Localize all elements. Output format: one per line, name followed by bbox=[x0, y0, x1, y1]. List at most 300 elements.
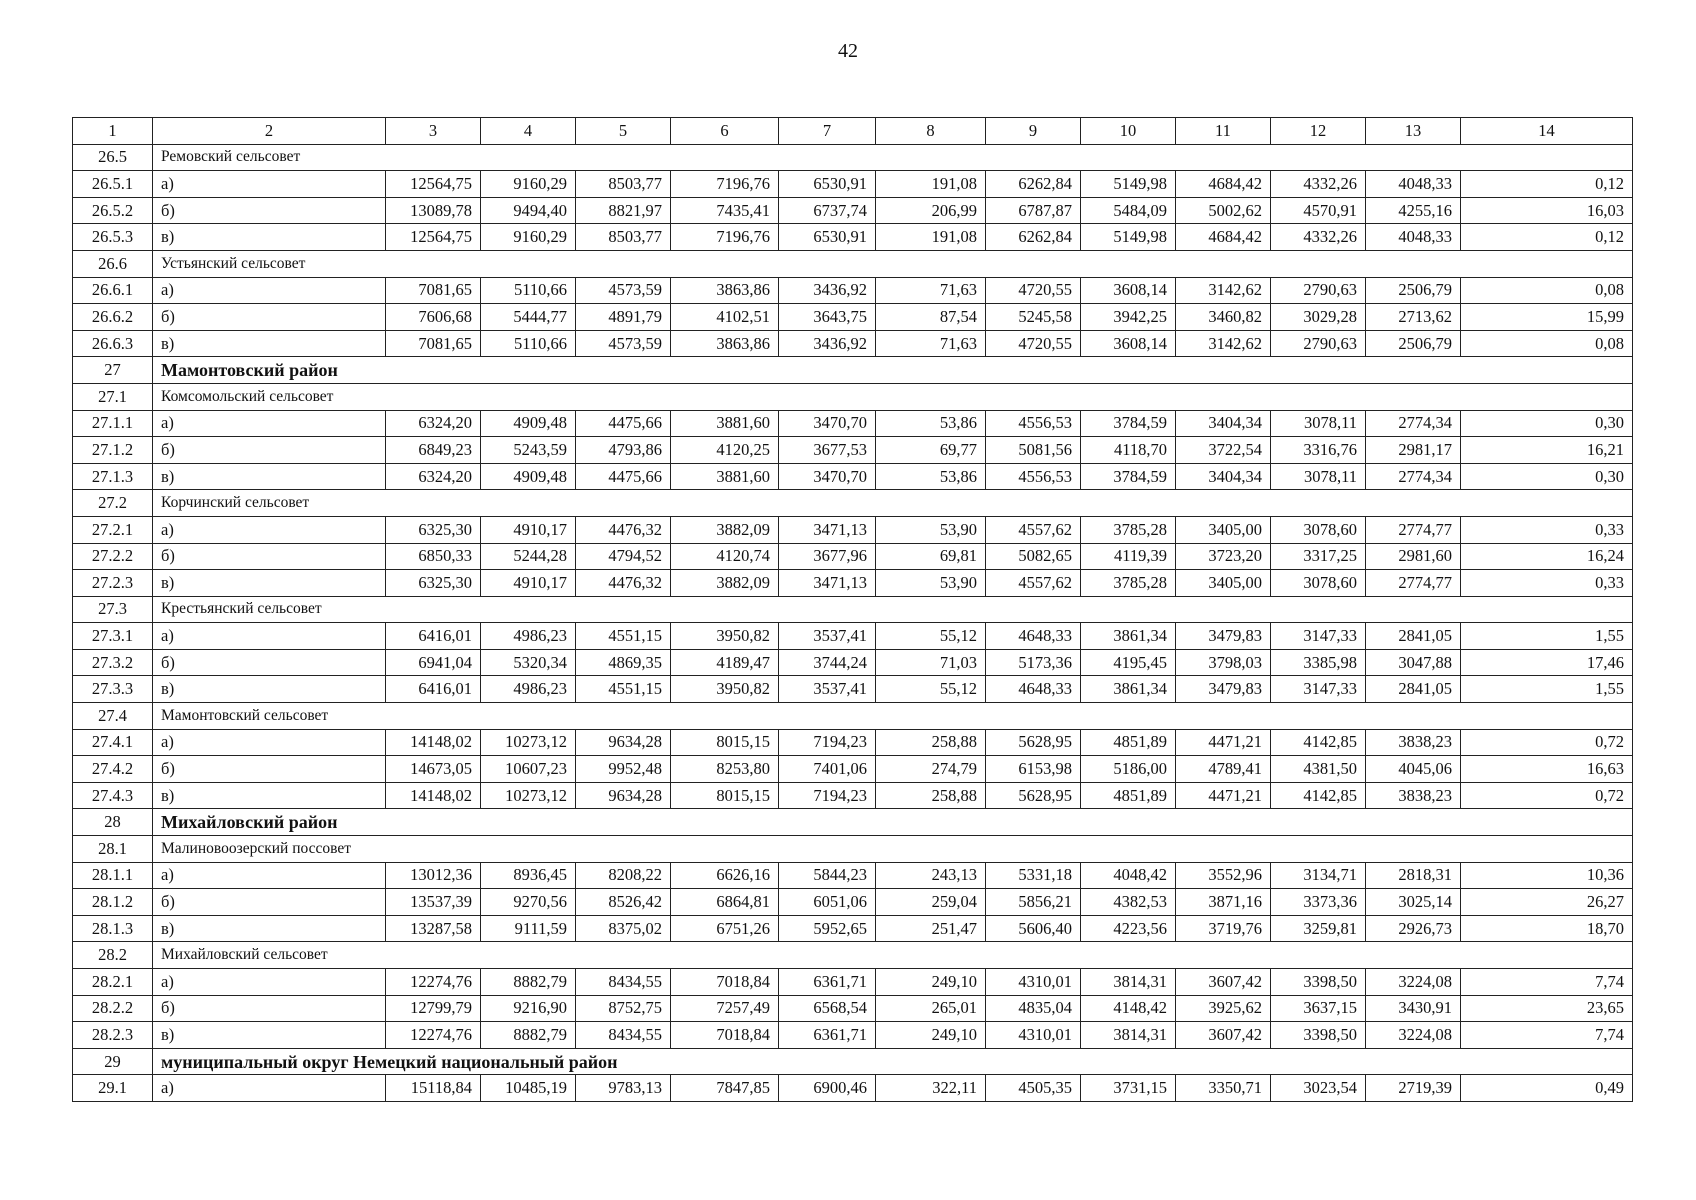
value-cell: 9783,13 bbox=[576, 1075, 671, 1102]
row-code: 27.2.1 bbox=[73, 516, 153, 543]
value-cell: 5952,65 bbox=[779, 915, 876, 942]
value-cell: 5149,98 bbox=[1081, 171, 1176, 198]
value-cell: 2506,79 bbox=[1366, 330, 1461, 357]
value-cell: 258,88 bbox=[876, 782, 986, 809]
value-cell: 265,01 bbox=[876, 995, 986, 1022]
value-cell: 6262,84 bbox=[986, 171, 1081, 198]
row-label: а) bbox=[153, 969, 386, 996]
value-cell: 5628,95 bbox=[986, 729, 1081, 756]
value-cell: 322,11 bbox=[876, 1075, 986, 1102]
value-cell: 206,99 bbox=[876, 197, 986, 224]
value-cell: 12274,76 bbox=[386, 969, 481, 996]
value-cell: 9270,56 bbox=[481, 889, 576, 916]
value-cell: 6153,98 bbox=[986, 756, 1081, 783]
value-cell: 3863,86 bbox=[671, 277, 779, 304]
table-row bbox=[73, 277, 1633, 304]
value-cell: 4556,53 bbox=[986, 463, 1081, 490]
value-cell: 3460,82 bbox=[1176, 304, 1271, 331]
table-row bbox=[73, 304, 1633, 331]
value-cell: 87,54 bbox=[876, 304, 986, 331]
value-cell: 4891,79 bbox=[576, 304, 671, 331]
value-cell: 3147,33 bbox=[1271, 623, 1366, 650]
value-cell: 4310,01 bbox=[986, 1022, 1081, 1049]
value-cell: 4910,17 bbox=[481, 570, 576, 597]
row-code: 27.4 bbox=[73, 703, 153, 730]
row-code: 26.6 bbox=[73, 250, 153, 277]
value-cell: 12274,76 bbox=[386, 1022, 481, 1049]
value-cell: 9494,40 bbox=[481, 197, 576, 224]
value-cell: 251,47 bbox=[876, 915, 986, 942]
value-cell: 5856,21 bbox=[986, 889, 1081, 916]
row-label: в) bbox=[153, 676, 386, 703]
value-cell: 8752,75 bbox=[576, 995, 671, 1022]
value-cell: 7401,06 bbox=[779, 756, 876, 783]
value-cell: 7081,65 bbox=[386, 277, 481, 304]
row-label: а) bbox=[153, 1075, 386, 1102]
value-cell: 7194,23 bbox=[779, 729, 876, 756]
value-cell: 7018,84 bbox=[671, 969, 779, 996]
value-cell: 3731,15 bbox=[1081, 1075, 1176, 1102]
value-cell: 191,08 bbox=[876, 171, 986, 198]
value-cell: 3023,54 bbox=[1271, 1075, 1366, 1102]
value-cell: 6941,04 bbox=[386, 649, 481, 676]
value-cell: 9952,48 bbox=[576, 756, 671, 783]
value-cell: 2981,17 bbox=[1366, 437, 1461, 464]
row-label: в) bbox=[153, 915, 386, 942]
column-header: 6 bbox=[671, 118, 779, 145]
value-cell: 17,46 bbox=[1461, 649, 1633, 676]
value-cell: 15,99 bbox=[1461, 304, 1633, 331]
value-cell: 6787,87 bbox=[986, 197, 1081, 224]
value-cell: 7,74 bbox=[1461, 1022, 1633, 1049]
value-cell: 3608,14 bbox=[1081, 330, 1176, 357]
value-cell: 7196,76 bbox=[671, 224, 779, 251]
value-cell: 3398,50 bbox=[1271, 969, 1366, 996]
value-cell: 3882,09 bbox=[671, 516, 779, 543]
row-code: 26.5.2 bbox=[73, 197, 153, 224]
row-label: в) bbox=[153, 570, 386, 597]
value-cell: 10,36 bbox=[1461, 862, 1633, 889]
value-cell: 8434,55 bbox=[576, 969, 671, 996]
section-row bbox=[73, 490, 1633, 517]
page-number: 42 bbox=[838, 40, 858, 62]
value-cell: 6416,01 bbox=[386, 676, 481, 703]
value-cell: 3881,60 bbox=[671, 410, 779, 437]
value-cell: 4557,62 bbox=[986, 570, 1081, 597]
value-cell: 0,33 bbox=[1461, 516, 1633, 543]
value-cell: 7,74 bbox=[1461, 969, 1633, 996]
value-cell: 3882,09 bbox=[671, 570, 779, 597]
row-label: а) bbox=[153, 277, 386, 304]
row-code: 27.1.3 bbox=[73, 463, 153, 490]
value-cell: 0,33 bbox=[1461, 570, 1633, 597]
table-body bbox=[73, 144, 1633, 1101]
row-code: 26.6.3 bbox=[73, 330, 153, 357]
row-label: а) bbox=[153, 516, 386, 543]
value-cell: 4223,56 bbox=[1081, 915, 1176, 942]
row-code: 27.1.2 bbox=[73, 437, 153, 464]
value-cell: 6051,06 bbox=[779, 889, 876, 916]
value-cell: 3142,62 bbox=[1176, 277, 1271, 304]
value-cell: 4476,32 bbox=[576, 516, 671, 543]
value-cell: 7018,84 bbox=[671, 1022, 779, 1049]
row-code: 28.1 bbox=[73, 836, 153, 863]
value-cell: 4720,55 bbox=[986, 277, 1081, 304]
row-code: 27.2.2 bbox=[73, 543, 153, 570]
table-row bbox=[73, 862, 1633, 889]
column-header: 9 bbox=[986, 118, 1081, 145]
value-cell: 249,10 bbox=[876, 969, 986, 996]
value-cell: 4986,23 bbox=[481, 676, 576, 703]
value-cell: 3470,70 bbox=[779, 463, 876, 490]
value-cell: 3784,59 bbox=[1081, 410, 1176, 437]
value-cell: 5173,36 bbox=[986, 649, 1081, 676]
value-cell: 8503,77 bbox=[576, 171, 671, 198]
value-cell: 3608,14 bbox=[1081, 277, 1176, 304]
row-label: а) bbox=[153, 729, 386, 756]
value-cell: 10273,12 bbox=[481, 782, 576, 809]
section-row bbox=[73, 596, 1633, 623]
column-header: 13 bbox=[1366, 118, 1461, 145]
value-cell: 3470,70 bbox=[779, 410, 876, 437]
value-cell: 3871,16 bbox=[1176, 889, 1271, 916]
row-code: 28.1.2 bbox=[73, 889, 153, 916]
value-cell: 16,24 bbox=[1461, 543, 1633, 570]
row-code: 27.2.3 bbox=[73, 570, 153, 597]
value-cell: 13537,39 bbox=[386, 889, 481, 916]
value-cell: 5606,40 bbox=[986, 915, 1081, 942]
value-cell: 9160,29 bbox=[481, 171, 576, 198]
value-cell: 3723,20 bbox=[1176, 543, 1271, 570]
value-cell: 4851,89 bbox=[1081, 782, 1176, 809]
value-cell: 6530,91 bbox=[779, 224, 876, 251]
value-cell: 14673,05 bbox=[386, 756, 481, 783]
value-cell: 8936,45 bbox=[481, 862, 576, 889]
value-cell: 4148,42 bbox=[1081, 995, 1176, 1022]
value-cell: 4310,01 bbox=[986, 969, 1081, 996]
section-row bbox=[73, 357, 1633, 384]
value-cell: 8882,79 bbox=[481, 1022, 576, 1049]
value-cell: 5484,09 bbox=[1081, 197, 1176, 224]
value-cell: 4476,32 bbox=[576, 570, 671, 597]
row-code: 27.3 bbox=[73, 596, 153, 623]
value-cell: 4648,33 bbox=[986, 623, 1081, 650]
section-row bbox=[73, 1048, 1633, 1075]
value-cell: 3479,83 bbox=[1176, 623, 1271, 650]
value-cell: 4118,70 bbox=[1081, 437, 1176, 464]
column-header: 11 bbox=[1176, 118, 1271, 145]
value-cell: 3436,92 bbox=[779, 277, 876, 304]
row-label: в) bbox=[153, 330, 386, 357]
value-cell: 5149,98 bbox=[1081, 224, 1176, 251]
row-code: 27.1.1 bbox=[73, 410, 153, 437]
value-cell: 4120,74 bbox=[671, 543, 779, 570]
value-cell: 10607,23 bbox=[481, 756, 576, 783]
row-code: 28.1.3 bbox=[73, 915, 153, 942]
row-label: в) bbox=[153, 1022, 386, 1049]
row-code: 28.2.3 bbox=[73, 1022, 153, 1049]
value-cell: 0,12 bbox=[1461, 224, 1633, 251]
value-cell: 7606,68 bbox=[386, 304, 481, 331]
value-cell: 4120,25 bbox=[671, 437, 779, 464]
table-row bbox=[73, 729, 1633, 756]
row-code: 26.5.3 bbox=[73, 224, 153, 251]
value-cell: 4332,26 bbox=[1271, 171, 1366, 198]
value-cell: 4119,39 bbox=[1081, 543, 1176, 570]
value-cell: 3838,23 bbox=[1366, 729, 1461, 756]
value-cell: 13089,78 bbox=[386, 197, 481, 224]
value-cell: 0,72 bbox=[1461, 782, 1633, 809]
value-cell: 6568,54 bbox=[779, 995, 876, 1022]
column-header: 4 bbox=[481, 118, 576, 145]
value-cell: 53,86 bbox=[876, 463, 986, 490]
value-cell: 4573,59 bbox=[576, 277, 671, 304]
column-header: 5 bbox=[576, 118, 671, 145]
value-cell: 3722,54 bbox=[1176, 437, 1271, 464]
value-cell: 4556,53 bbox=[986, 410, 1081, 437]
value-cell: 3078,11 bbox=[1271, 463, 1366, 490]
value-cell: 2713,62 bbox=[1366, 304, 1461, 331]
value-cell: 53,90 bbox=[876, 570, 986, 597]
value-cell: 3471,13 bbox=[779, 516, 876, 543]
value-cell: 7196,76 bbox=[671, 171, 779, 198]
value-cell: 6626,16 bbox=[671, 862, 779, 889]
value-cell: 3942,25 bbox=[1081, 304, 1176, 331]
value-cell: 6751,26 bbox=[671, 915, 779, 942]
section-row bbox=[73, 250, 1633, 277]
section-title: Устьянский сельсовет bbox=[153, 250, 1633, 277]
value-cell: 8253,80 bbox=[671, 756, 779, 783]
row-code: 28.1.1 bbox=[73, 862, 153, 889]
table-row bbox=[73, 410, 1633, 437]
value-cell: 249,10 bbox=[876, 1022, 986, 1049]
column-header: 2 bbox=[153, 118, 386, 145]
value-cell: 8821,97 bbox=[576, 197, 671, 224]
value-cell: 3785,28 bbox=[1081, 570, 1176, 597]
value-cell: 3744,24 bbox=[779, 649, 876, 676]
value-cell: 7194,23 bbox=[779, 782, 876, 809]
table-row bbox=[73, 197, 1633, 224]
value-cell: 3863,86 bbox=[671, 330, 779, 357]
value-cell: 23,65 bbox=[1461, 995, 1633, 1022]
value-cell: 16,21 bbox=[1461, 437, 1633, 464]
row-code: 27.4.2 bbox=[73, 756, 153, 783]
row-label: а) bbox=[153, 862, 386, 889]
value-cell: 3471,13 bbox=[779, 570, 876, 597]
row-label: б) bbox=[153, 649, 386, 676]
row-code: 28 bbox=[73, 809, 153, 836]
value-cell: 3398,50 bbox=[1271, 1022, 1366, 1049]
value-cell: 3025,14 bbox=[1366, 889, 1461, 916]
value-cell: 4195,45 bbox=[1081, 649, 1176, 676]
value-cell: 3785,28 bbox=[1081, 516, 1176, 543]
value-cell: 3078,60 bbox=[1271, 570, 1366, 597]
section-row bbox=[73, 144, 1633, 171]
value-cell: 0,12 bbox=[1461, 171, 1633, 198]
section-title: Малиновоозерский поссовет bbox=[153, 836, 1633, 863]
table-row bbox=[73, 1022, 1633, 1049]
value-cell: 3134,71 bbox=[1271, 862, 1366, 889]
value-cell: 69,81 bbox=[876, 543, 986, 570]
value-cell: 5002,62 bbox=[1176, 197, 1271, 224]
value-cell: 3784,59 bbox=[1081, 463, 1176, 490]
value-cell: 3881,60 bbox=[671, 463, 779, 490]
value-cell: 3719,76 bbox=[1176, 915, 1271, 942]
section-row bbox=[73, 809, 1633, 836]
value-cell: 2774,34 bbox=[1366, 410, 1461, 437]
value-cell: 3677,53 bbox=[779, 437, 876, 464]
value-cell: 4794,52 bbox=[576, 543, 671, 570]
value-cell: 4102,51 bbox=[671, 304, 779, 331]
value-cell: 3404,34 bbox=[1176, 463, 1271, 490]
row-label: а) bbox=[153, 171, 386, 198]
value-cell: 3430,91 bbox=[1366, 995, 1461, 1022]
value-cell: 3637,15 bbox=[1271, 995, 1366, 1022]
section-title: Крестьянский сельсовет bbox=[153, 596, 1633, 623]
section-title: Комсомольский сельсовет bbox=[153, 383, 1633, 410]
value-cell: 2506,79 bbox=[1366, 277, 1461, 304]
value-cell: 4789,41 bbox=[1176, 756, 1271, 783]
value-cell: 4986,23 bbox=[481, 623, 576, 650]
column-header: 14 bbox=[1461, 118, 1633, 145]
value-cell: 3814,31 bbox=[1081, 1022, 1176, 1049]
section-title: муниципальный округ Немецкий национальный район bbox=[153, 1048, 1633, 1075]
value-cell: 4648,33 bbox=[986, 676, 1081, 703]
table-row bbox=[73, 543, 1633, 570]
value-cell: 26,27 bbox=[1461, 889, 1633, 916]
table-row bbox=[73, 623, 1633, 650]
value-cell: 10273,12 bbox=[481, 729, 576, 756]
value-cell: 16,63 bbox=[1461, 756, 1633, 783]
column-header: 3 bbox=[386, 118, 481, 145]
value-cell: 4793,86 bbox=[576, 437, 671, 464]
value-cell: 4909,48 bbox=[481, 463, 576, 490]
column-header: 10 bbox=[1081, 118, 1176, 145]
table-row bbox=[73, 570, 1633, 597]
value-cell: 3029,28 bbox=[1271, 304, 1366, 331]
value-cell: 3537,41 bbox=[779, 623, 876, 650]
value-cell: 3142,62 bbox=[1176, 330, 1271, 357]
value-cell: 4045,06 bbox=[1366, 756, 1461, 783]
value-cell: 5082,65 bbox=[986, 543, 1081, 570]
value-cell: 3350,71 bbox=[1176, 1075, 1271, 1102]
value-cell: 6325,30 bbox=[386, 570, 481, 597]
value-cell: 4570,91 bbox=[1271, 197, 1366, 224]
value-cell: 8503,77 bbox=[576, 224, 671, 251]
value-cell: 3838,23 bbox=[1366, 782, 1461, 809]
value-cell: 3677,96 bbox=[779, 543, 876, 570]
value-cell: 4381,50 bbox=[1271, 756, 1366, 783]
value-cell: 4475,66 bbox=[576, 410, 671, 437]
value-cell: 6262,84 bbox=[986, 224, 1081, 251]
value-cell: 3537,41 bbox=[779, 676, 876, 703]
table-row bbox=[73, 649, 1633, 676]
value-cell: 12799,79 bbox=[386, 995, 481, 1022]
row-code: 28.2 bbox=[73, 942, 153, 969]
value-cell: 2790,63 bbox=[1271, 330, 1366, 357]
table-row bbox=[73, 782, 1633, 809]
value-cell: 5444,77 bbox=[481, 304, 576, 331]
value-cell: 7847,85 bbox=[671, 1075, 779, 1102]
value-cell: 3950,82 bbox=[671, 676, 779, 703]
section-title: Мамонтовский район bbox=[153, 357, 1633, 384]
value-cell: 2818,31 bbox=[1366, 862, 1461, 889]
value-cell: 4332,26 bbox=[1271, 224, 1366, 251]
value-cell: 4048,42 bbox=[1081, 862, 1176, 889]
value-cell: 10485,19 bbox=[481, 1075, 576, 1102]
row-code: 27.2 bbox=[73, 490, 153, 517]
value-cell: 7081,65 bbox=[386, 330, 481, 357]
row-label: б) bbox=[153, 889, 386, 916]
value-cell: 53,90 bbox=[876, 516, 986, 543]
value-cell: 3861,34 bbox=[1081, 676, 1176, 703]
value-cell: 3259,81 bbox=[1271, 915, 1366, 942]
value-cell: 7435,41 bbox=[671, 197, 779, 224]
table-row bbox=[73, 171, 1633, 198]
table-row bbox=[73, 676, 1633, 703]
value-cell: 2790,63 bbox=[1271, 277, 1366, 304]
section-title: Корчинский сельсовет bbox=[153, 490, 1633, 517]
value-cell: 6849,23 bbox=[386, 437, 481, 464]
value-cell: 5110,66 bbox=[481, 330, 576, 357]
value-cell: 16,03 bbox=[1461, 197, 1633, 224]
row-code: 26.5 bbox=[73, 144, 153, 171]
value-cell: 191,08 bbox=[876, 224, 986, 251]
section-row bbox=[73, 836, 1633, 863]
table-row bbox=[73, 889, 1633, 916]
value-cell: 2774,77 bbox=[1366, 516, 1461, 543]
value-cell: 4720,55 bbox=[986, 330, 1081, 357]
value-cell: 243,13 bbox=[876, 862, 986, 889]
value-cell: 9111,59 bbox=[481, 915, 576, 942]
value-cell: 6850,33 bbox=[386, 543, 481, 570]
value-cell: 3552,96 bbox=[1176, 862, 1271, 889]
value-cell: 274,79 bbox=[876, 756, 986, 783]
value-cell: 3643,75 bbox=[779, 304, 876, 331]
value-cell: 6900,46 bbox=[779, 1075, 876, 1102]
value-cell: 4382,53 bbox=[1081, 889, 1176, 916]
value-cell: 9160,29 bbox=[481, 224, 576, 251]
value-cell: 8526,42 bbox=[576, 889, 671, 916]
value-cell: 3436,92 bbox=[779, 330, 876, 357]
value-cell: 9634,28 bbox=[576, 782, 671, 809]
value-cell: 3317,25 bbox=[1271, 543, 1366, 570]
value-cell: 4910,17 bbox=[481, 516, 576, 543]
value-cell: 5844,23 bbox=[779, 862, 876, 889]
value-cell: 4684,42 bbox=[1176, 224, 1271, 251]
row-code: 28.2.1 bbox=[73, 969, 153, 996]
row-label: в) bbox=[153, 463, 386, 490]
section-row bbox=[73, 942, 1633, 969]
row-label: б) bbox=[153, 437, 386, 464]
value-cell: 6324,20 bbox=[386, 410, 481, 437]
value-cell: 6361,71 bbox=[779, 1022, 876, 1049]
column-header: 7 bbox=[779, 118, 876, 145]
column-header: 8 bbox=[876, 118, 986, 145]
value-cell: 8882,79 bbox=[481, 969, 576, 996]
header-row bbox=[73, 118, 1633, 145]
row-code: 27.4.1 bbox=[73, 729, 153, 756]
row-label: а) bbox=[153, 410, 386, 437]
value-cell: 3373,36 bbox=[1271, 889, 1366, 916]
row-code: 26.5.1 bbox=[73, 171, 153, 198]
value-cell: 3405,00 bbox=[1176, 570, 1271, 597]
row-label: б) bbox=[153, 756, 386, 783]
value-cell: 55,12 bbox=[876, 676, 986, 703]
value-cell: 6324,20 bbox=[386, 463, 481, 490]
value-cell: 3861,34 bbox=[1081, 623, 1176, 650]
value-cell: 9634,28 bbox=[576, 729, 671, 756]
